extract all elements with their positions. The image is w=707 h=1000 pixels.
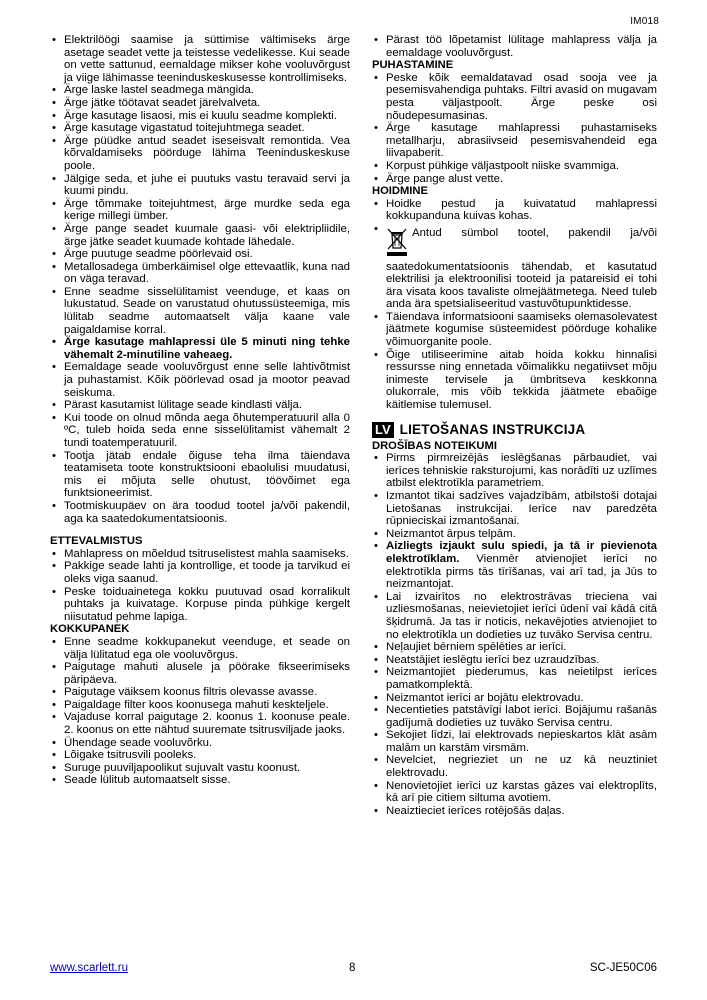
list-item: • Neizmantojiet piederumus, kas neietilpst ierīces pamatkomplektā.	[372, 666, 657, 691]
document-code: IM018	[630, 16, 659, 27]
list-item: • Ärge püüdke antud seadet iseseisvalt remontida. Vea kõrvaldamiseks pöörduge lähima Teeninduskeskuse poole.	[50, 135, 350, 173]
list-item: • Õige utiliseerimine aitab hoida kokku hinnalisi ressursse ning ennetada võimalikku negatiivset mõju inimeste tervisele ja ümbritseva keskkonna olukorrale, mis võib tekkida jäätmete ebaõige käitlemise tulemusel.	[372, 349, 657, 412]
list-item: • Ärge pange seadet kuumale gaasi- või elektripliidile, ärge jätke seadet kuumade kohtade lähedale.	[50, 223, 350, 248]
list-item: • Lai izvairītos no elektrostrāvas trieciena vai uzliesmošanas, neievietojiet ierīci ūdenī vai kādā citā šķidrumā. Ja tas ir noticis, nekavējoties atvienojiet to no elektrotīkla un dodieties uz tuvāko Servisa centru.	[372, 591, 657, 641]
safety-bold-list-lv	[372, 540, 657, 590]
page-number: 8	[349, 962, 356, 974]
list-item: • Necentieties patstāvīgi labot ierīci. Bojājumu rašanās gadījumā dodieties uz tuvāko Servisa centru.	[372, 704, 657, 729]
preparation-heading: ETTEVALMISTUS	[50, 535, 143, 548]
safety-heading-lv: DROŠĪBAS NOTEIKUMI	[372, 439, 497, 452]
safety-list-et-continued	[50, 361, 350, 525]
list-item: • Paigaldage filter koos koonusega mahuti keskteljele.	[50, 699, 350, 712]
language-badge: LV	[372, 422, 394, 438]
lv-section-title: LIETOŠANAS INSTRUKCIJA	[399, 422, 586, 438]
cleaning-list	[372, 72, 657, 185]
bold-warning-rest: Vienmēr atvienojiet ierīci no elektrotīkla pirms tās tīrīšanas, vai arī tad, ja Jūs to neizmantojat.	[386, 552, 657, 591]
list-item: • Ühendage seade vooluvõrku.	[50, 737, 350, 750]
safety-list-et	[50, 34, 350, 336]
disposal-list	[372, 223, 657, 311]
list-item: • Ärge kasutage lisaosi, mis ei kuulu seadme komplekti.	[50, 110, 350, 123]
disposal-info-list	[372, 311, 657, 412]
list-item: • Ärge tõmmake toitejuhtmest, ärge murdke seda ega kerige millegi ümber.	[50, 198, 350, 223]
list-item: • Neizmantot ierīci ar bojātu elektrovadu.	[372, 692, 657, 705]
safety-list-lv-continued	[372, 591, 657, 818]
list-item: • Korpust pühkige väljastpoolt niiske svammiga.	[372, 160, 657, 173]
list-item: • Vajaduse korral paigutage 2. koonus 1. koonuse peale. 2. koonus on ette nähtud suuremate tsitrusviljade jaoks.	[50, 711, 350, 736]
list-item: • Jälgige seda, et juhe ei puutuks vastu teravaid servi ja kuumi pindu.	[50, 173, 350, 198]
list-item: • Ärge laske lastel seadmega mängida.	[50, 84, 350, 97]
list-item: • Ärge kasutage vigastatud toitejuhtmega seadet.	[50, 122, 350, 135]
list-item: • Nenovietojiet ierīci uz karstas gāzes vai elektroplīts, kā arī pie citiem siltuma avotiem.	[372, 780, 657, 805]
list-item: • Suruge puuviljapoolikut sujuvalt vastu koonust.	[50, 762, 350, 775]
storage-list	[372, 198, 657, 223]
list-item: • Neaiztieciet ierīces rotējošās daļas.	[372, 805, 657, 818]
list-item: • Sekojiet līdzi, lai elektrovads nepieskartos klāt asām malām un karstām virsmām.	[372, 729, 657, 754]
list-item: • Hoidke pestud ja kuivatatud mahlapressi kokkupanduna kuivas kohas.	[372, 198, 657, 223]
crossed-bin-icon	[386, 227, 408, 261]
right-column	[372, 34, 657, 817]
operation-list	[372, 34, 657, 59]
website-link[interactable]: www.scarlett.ru	[50, 962, 128, 974]
list-item: • Ärge kasutage mahlapressi puhastamiseks metallharju, abrasiivseid pesemisvahendeid ega liivapaberit.	[372, 122, 657, 160]
disposal-text: Antud sümbol tootel, pakendil ja/või saatedokumentatsioonis tähendab, et kasutatud elektrilisi ja elektroonilisi tooteid ja patareisid ei tohi ära visata koos tavaliste olmejäätmetega. Need tuleb anda ära spetsialiseeritud vastuvõtupunktidesse.	[386, 226, 657, 311]
left-column	[50, 34, 350, 787]
list-item: • Metallosadega ümberkäimisel olge ettevaatlik, kuna nad on väga teravad.	[50, 261, 350, 286]
preparation-list	[50, 548, 350, 624]
warning-list-et	[50, 336, 350, 361]
list-item: • Neatstājiet ieslēgtu ierīci bez uzraudzības.	[372, 654, 657, 667]
list-item: • Enne seadme kokkupanekut veenduge, et seade on välja lülitatud ega ole vooluvõrgus.	[50, 636, 350, 661]
disposal-symbol-item	[372, 223, 657, 311]
safety-list-lv	[372, 452, 657, 540]
cleaning-heading: PUHASTAMINE	[372, 59, 454, 72]
list-item: • Eemaldage seade vooluvõrgust enne selle lahtivõtmist ja puhastamist. Kõik pöörlevad osad ja mootor peavad seiskuma.	[50, 361, 350, 399]
list-item: • Ärge puutuge seadme pöörlevaid osi.	[50, 248, 350, 261]
list-item: • Pärast töö lõpetamist lülitage mahlapress välja ja eemaldage vooluvõrgust.	[372, 34, 657, 59]
assembly-heading: KOKKUPANEK	[50, 623, 130, 636]
list-item: • Mahlapress on mõeldud tsitruselistest mahla saamiseks.	[50, 548, 350, 561]
list-item: • Neļaujiet bērniem spēlēties ar ierīci.	[372, 641, 657, 654]
list-item: • Pärast kasutamist lülitage seade kindlasti välja.	[50, 399, 350, 412]
list-item: • Seade lülitub automaatselt sisse.	[50, 774, 350, 787]
list-item: • Paigutage väiksem koonus filtris olevasse avasse.	[50, 686, 350, 699]
list-item: • Peske toiduainetega kokku puutuvad osad korralikult puhtaks ja kuivatage. Korpuse pinda pühkige kergelt niisutatud pehme lapiga.	[50, 586, 350, 624]
bold-warning-lead: Aizliegts izjaukt sulu spiedi, ja tā ir pievienota elektrotīklam.	[386, 540, 657, 565]
list-item: • Izmantot tikai sadzīves vajadzībām, atbilstoši dotajai Lietošanas instrukcijai. Ierīce nav paredzēta rūpnieciskai izmantošanai.	[372, 490, 657, 528]
list-item: • Neizmantot ārpus telpām.	[372, 528, 657, 541]
list-item: • Peske kõik eemaldatavad osad sooja vee ja pesemisvahendiga puhtaks. Filtri avasid on mugavam pesta väljastpoolt. Ärge peske osi nõudepesumasinas.	[372, 72, 657, 122]
bold-warning-item: • Ärge kasutage mahlapressi üle 5 minuti ning tehke vähemalt 2-minutiline vaheaeg.	[50, 336, 350, 361]
list-item: • Enne seadme sisselülitamist veenduge, et kaas on lukustatud. Seade on varustatud ohutussüsteemiga, mis lülitab seadme automaatselt välja kaane vale paigaldamise korral.	[50, 286, 350, 336]
list-item: • Pirms pirmreizējās ieslēgšanas pārbaudiet, vai ierīces tehniskie raksturojumi, kas norādīti uz uzlīmes atbilst elektrotīkla parametriem.	[372, 452, 657, 490]
model-number: SC-JE50C06	[589, 962, 657, 974]
list-item: • Tootmiskuupäev on ära toodud tootel ja/või pakendil, aga ka saatedokumentatsioonis.	[50, 500, 350, 525]
lv-section-header	[372, 422, 657, 438]
list-item: • Tootja jätab endale õiguse teha ilma täiendava teatamiseta toote konstruktsiooni ebaolulisi muudatusi, mis ei mõjuta selle ohutust, töövõimet ega funktsioneerimist.	[50, 450, 350, 500]
storage-heading: HOIDMINE	[372, 185, 428, 198]
list-item: • Lõigake tsitrusvili pooleks.	[50, 749, 350, 762]
list-item: • Kui toode on olnud mõnda aega õhutemperatuuril alla 0 ºC, tuleb hoida seda enne sisselülitamist vähemalt 2 tundi toatemperatuuril.	[50, 412, 350, 450]
assembly-list	[50, 636, 350, 787]
bold-warning-item-lv	[372, 540, 657, 590]
list-item: • Ärge jätke töötavat seadet järelvalveta.	[50, 97, 350, 110]
list-item: • Ärge pange alust vette.	[372, 173, 657, 186]
list-item: • Nevelciet, negrieziet un ne uz kā neuztiniet elektrovadu.	[372, 754, 657, 779]
list-item: • Elektrilöögi saamise ja süttimise vältimiseks ärge asetage seadet vette ja teistesse vedelikesse. Kui seade on vette sattunud, eemaldage mikser kohe vooluvõrgust ja viige lähimasse teeninduskeskusesse kontrollimiseks.	[50, 34, 350, 84]
list-item: • Täiendava informatsiooni saamiseks olemasolevatest jäätmete kogumise süsteemidest pöörduge kohalike võimuorganite poole.	[372, 311, 657, 349]
list-item: • Pakkige seade lahti ja kontrollige, et toode ja tarvikud ei oleks viga saanud.	[50, 560, 350, 585]
list-item: • Paigutage mahuti alusele ja pöörake fikseerimiseks päripäeva.	[50, 661, 350, 686]
